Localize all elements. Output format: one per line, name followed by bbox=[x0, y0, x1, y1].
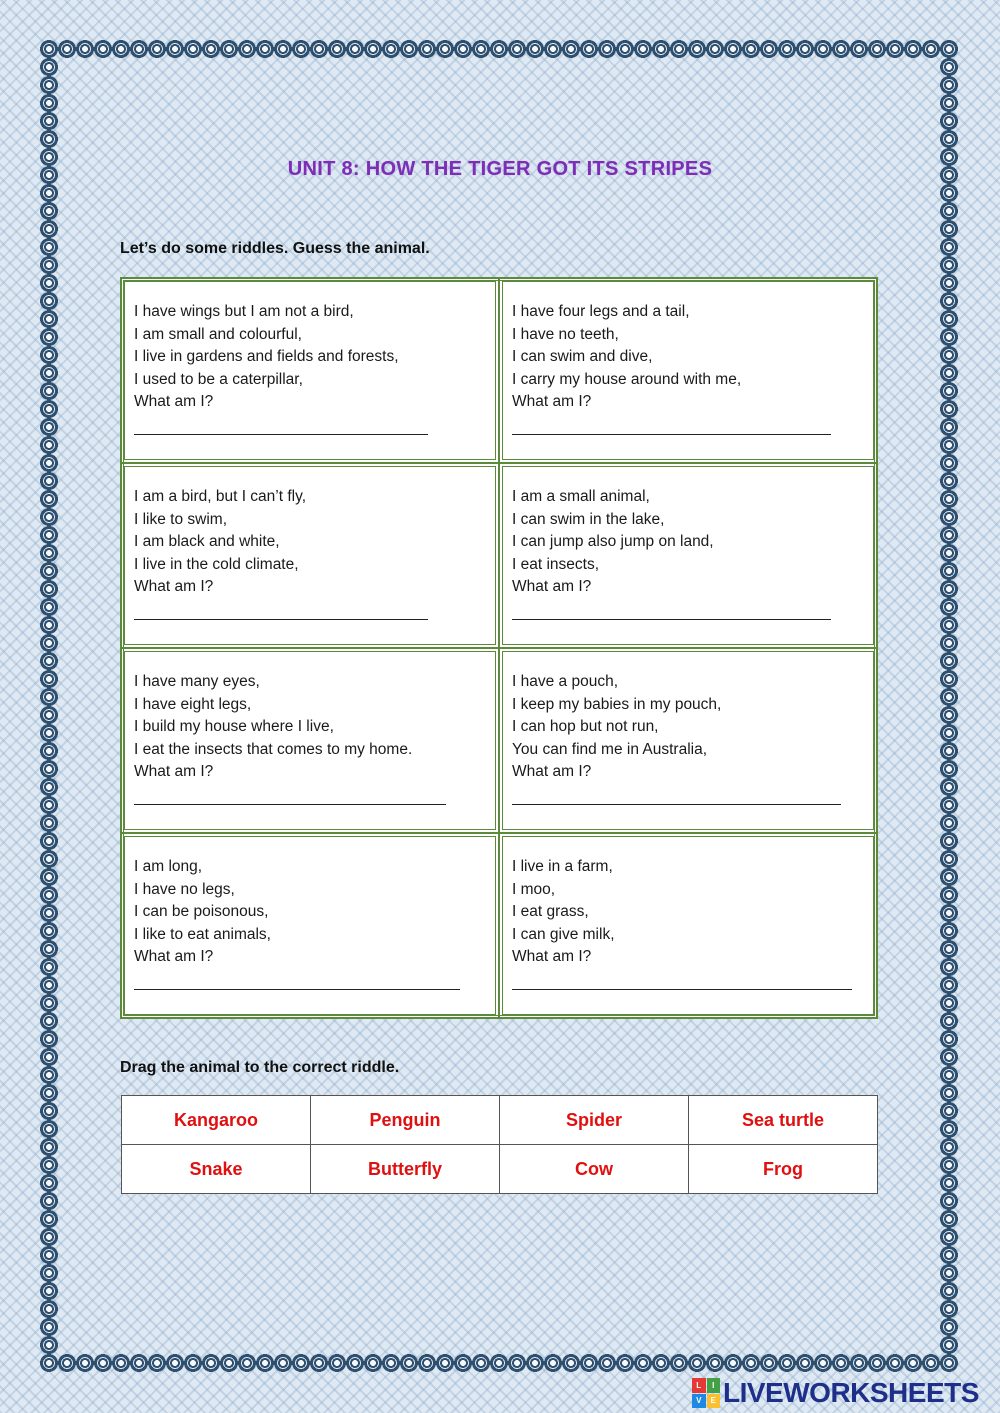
riddle-grid bbox=[120, 277, 878, 1019]
riddle-line: I live in gardens and fields and forests, bbox=[134, 348, 399, 365]
answer-chip-frog[interactable]: Frog bbox=[689, 1145, 878, 1194]
riddle-line: I can hop but not run, bbox=[512, 718, 659, 735]
logo-badge-letter: E bbox=[707, 1394, 721, 1409]
riddle-cell[interactable] bbox=[121, 648, 499, 833]
riddle-line: I live in a farm, bbox=[512, 858, 613, 875]
riddle-line: I am black and white, bbox=[134, 533, 280, 550]
riddle-line: What am I? bbox=[512, 763, 592, 780]
riddle-line: I am long, bbox=[134, 858, 203, 875]
riddle-line: I am small and colourful, bbox=[134, 325, 302, 343]
riddle-line: What am I? bbox=[134, 393, 214, 410]
logo-badge-letter: L bbox=[692, 1378, 706, 1393]
answer-row bbox=[122, 1096, 878, 1145]
answer-drop-line[interactable] bbox=[134, 605, 428, 620]
riddle-line: I can be poisonous, bbox=[134, 903, 269, 920]
drag-instruction: Drag the animal to the correct riddle. bbox=[120, 1059, 400, 1076]
riddle-line: I keep my babies in my pouch, bbox=[512, 695, 722, 713]
answer-drop-line[interactable] bbox=[512, 605, 831, 620]
answer-drop-line[interactable] bbox=[512, 975, 852, 990]
riddle-line: You can find me in Australia, bbox=[512, 740, 708, 758]
riddle-line: What am I? bbox=[512, 948, 592, 965]
riddle-line: I am a bird, but I can’t fly, bbox=[134, 488, 307, 505]
riddle-line: I live in the cold climate, bbox=[134, 555, 299, 573]
decorative-border-right bbox=[940, 40, 958, 1372]
answer-bank bbox=[121, 1095, 878, 1194]
riddle-line: I used to be a caterpillar, bbox=[134, 370, 303, 388]
riddle-line: I can jump also jump on land, bbox=[512, 533, 714, 550]
riddle-line: I have no legs, bbox=[134, 880, 235, 898]
logo-text: LIVEWORKSHEETS bbox=[723, 1377, 979, 1408]
answer-chip-cow[interactable]: Cow bbox=[500, 1145, 689, 1194]
riddle-line: I eat insects, bbox=[512, 555, 600, 573]
riddle-line: I can give milk, bbox=[512, 925, 615, 943]
liveworksheets-logo bbox=[692, 1376, 979, 1410]
riddle-line: I build my house where I live, bbox=[134, 718, 334, 735]
riddle-line: I like to eat animals, bbox=[134, 925, 271, 943]
riddle-line: What am I? bbox=[134, 578, 214, 595]
riddle-line: I have wings but I am not a bird, bbox=[134, 303, 354, 320]
riddle-line: I have no teeth, bbox=[512, 325, 619, 343]
answer-drop-line[interactable] bbox=[134, 790, 446, 805]
decorative-border-top bbox=[40, 40, 958, 58]
riddle-line: What am I? bbox=[512, 393, 592, 410]
riddle-line: I like to swim, bbox=[134, 510, 228, 528]
riddle-line: I am a small animal, bbox=[512, 488, 650, 505]
riddle-cell[interactable] bbox=[121, 278, 499, 463]
riddle-instruction: Let’s do some riddles. Guess the animal. bbox=[120, 240, 430, 257]
riddle-line: I eat grass, bbox=[512, 903, 589, 920]
riddle-cell[interactable] bbox=[499, 463, 877, 648]
answer-drop-line[interactable] bbox=[134, 420, 428, 435]
answer-drop-line[interactable] bbox=[512, 790, 841, 805]
decorative-border-left bbox=[40, 40, 58, 1372]
riddle-line: I have a pouch, bbox=[512, 673, 618, 690]
answer-chip-kangaroo[interactable]: Kangaroo bbox=[122, 1096, 311, 1145]
riddle-cell[interactable] bbox=[121, 463, 499, 648]
riddle-line: I can swim and dive, bbox=[512, 348, 653, 365]
riddle-cell[interactable] bbox=[499, 278, 877, 463]
answer-chip-snake[interactable]: Snake bbox=[122, 1145, 311, 1194]
riddle-line: What am I? bbox=[134, 948, 214, 965]
answer-chip-penguin[interactable]: Penguin bbox=[311, 1096, 500, 1145]
logo-badge-letter: I bbox=[707, 1378, 721, 1393]
worksheet-title: UNIT 8: HOW THE TIGER GOT ITS STRIPES bbox=[287, 158, 713, 180]
logo-badge bbox=[692, 1378, 720, 1408]
riddle-line: I eat the insects that comes to my home. bbox=[134, 740, 413, 758]
riddle-line: I carry my house around with me, bbox=[512, 370, 742, 388]
answer-drop-line[interactable] bbox=[134, 975, 460, 990]
decorative-border-bottom bbox=[40, 1354, 958, 1372]
answer-chip-sea-turtle[interactable]: Sea turtle bbox=[689, 1096, 878, 1145]
riddle-line: I have many eyes, bbox=[134, 673, 260, 690]
answer-row bbox=[122, 1145, 878, 1194]
riddle-cell[interactable] bbox=[499, 833, 877, 1018]
riddle-line: I have four legs and a tail, bbox=[512, 303, 690, 320]
riddle-line: I have eight legs, bbox=[134, 695, 252, 713]
riddle-cell[interactable] bbox=[499, 648, 877, 833]
riddle-line: What am I? bbox=[134, 763, 214, 780]
riddle-line: I moo, bbox=[512, 880, 556, 898]
answer-chip-butterfly[interactable]: Butterfly bbox=[311, 1145, 500, 1194]
riddle-cell[interactable] bbox=[121, 833, 499, 1018]
logo-badge-letter: V bbox=[692, 1394, 706, 1409]
answer-drop-line[interactable] bbox=[512, 420, 831, 435]
riddle-line: I can swim in the lake, bbox=[512, 510, 665, 528]
answer-chip-spider[interactable]: Spider bbox=[500, 1096, 689, 1145]
riddle-line: What am I? bbox=[512, 578, 592, 595]
